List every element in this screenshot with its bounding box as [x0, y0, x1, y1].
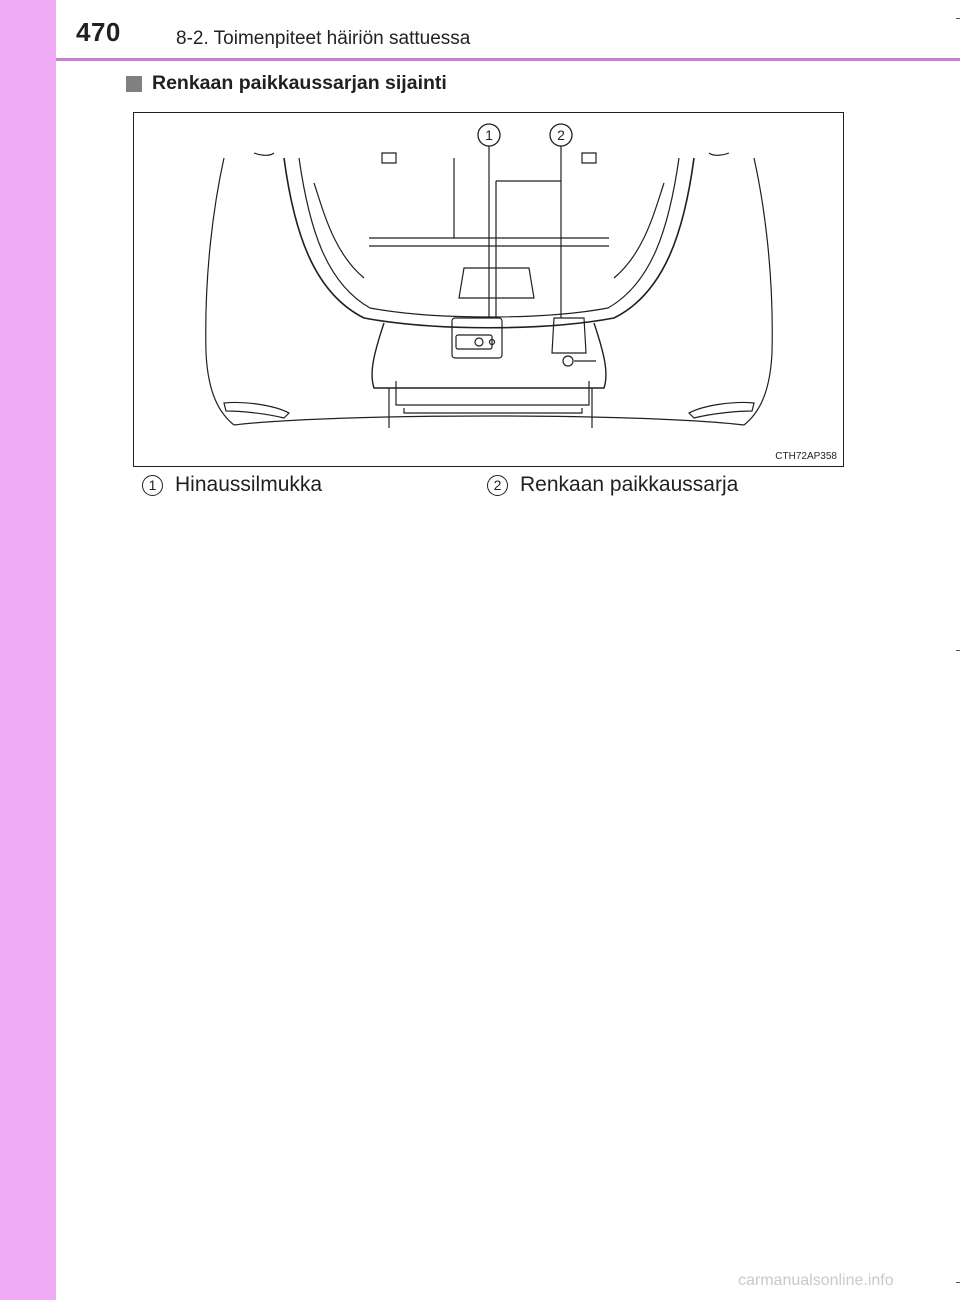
subsection-heading — [126, 72, 447, 95]
legend-item-tow-eye — [142, 473, 322, 497]
section-title: 8-2. Toimenpiteet häiriön sattuessa — [176, 28, 471, 49]
callout-1-label: 1 — [485, 127, 493, 143]
crop-mark — [956, 18, 960, 19]
watermark: carmanualsonline.info — [738, 1272, 894, 1289]
trunk-line-drawing — [134, 113, 844, 467]
callout-2-label: 2 — [557, 127, 565, 143]
page-number: 470 — [76, 17, 121, 47]
trunk-illustration — [133, 112, 844, 467]
legend-label: Hinaussilmukka — [175, 473, 323, 496]
legend-label: Renkaan paikkaussarja — [520, 473, 739, 496]
legend-number: 2 — [487, 475, 508, 496]
square-bullet-icon — [126, 76, 142, 92]
crop-mark — [956, 650, 960, 651]
chapter-sidebar — [0, 0, 56, 1300]
legend-number: 1 — [142, 475, 163, 496]
header-rule — [56, 58, 960, 61]
figure-code: CTH72AP358 — [775, 451, 837, 462]
heading-text: Renkaan paikkaussarjan sijainti — [152, 72, 447, 94]
crop-mark — [956, 1282, 960, 1283]
legend-item-repair-kit — [487, 473, 738, 497]
